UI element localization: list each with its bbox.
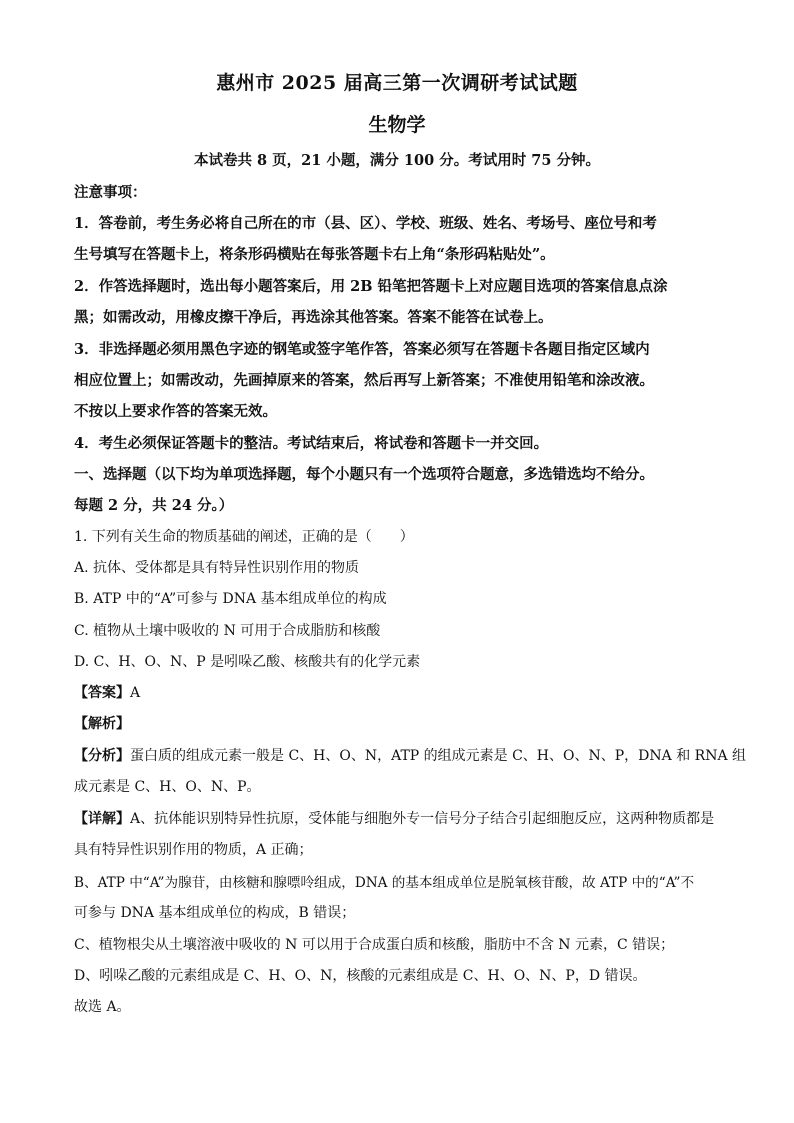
xiangjie-line: B、ATP 中“A”为腺苷，由核糖和腺嘌呤组成，DNA 的基本组成单位是脱氧核苷酸，故 ATP 中的“A”不 — [74, 875, 695, 891]
xiangjie-line: 可参与 DNA 基本组成单位的构成，B 错误； — [74, 905, 356, 921]
note-line: 生号填写在答题卡上，将条形码横贴在每张答题卡右上角“条形码粘贴处”。 — [74, 246, 555, 263]
note-line: 黑；如需改动，用橡皮擦干净后，再选涂其他答案。答案不能答在试卷上。 — [74, 309, 553, 326]
xiangjie-line: C、植物根尖从土壤溶液中吸收的 N 可以用于合成蛋白质和核酸，脂肪中不含 N 元素，C 错误； — [74, 937, 675, 953]
subject-title: 生物学 — [368, 114, 426, 136]
question-stem: 1. 下列有关生命的物质基础的阐述，正确的是（ ） — [74, 529, 414, 545]
note-line: 4．考生必须保证答题卡的整洁。考试结束后，将试卷和答题卡一并交回。 — [74, 435, 549, 452]
option-b: B. ATP 中的“A”可参与 DNA 基本组成单位的构成 — [74, 591, 387, 607]
note-line: 相应位置上；如需改动，先画掉原来的答案，然后再写上新答案；不准使用铅笔和涂改液。 — [74, 372, 654, 389]
answer-label: 【答案】 — [74, 685, 130, 701]
option-a: A. 抗体、受体都是具有特异性识别作用的物质 — [74, 560, 360, 576]
note-line: 2．作答选择题时，选出每小题答案后，用 2B 铅笔把答题卡上对应题目选项的答案信息点涂 — [74, 278, 668, 295]
xiangjie-line — [74, 808, 724, 828]
fenxi-line-cont: 成元素是 C、H、O、N、P。 — [74, 779, 261, 795]
xiangjie-text: A、抗体能识别特异性抗原，受体能与细胞外专一信号分子结合引起细胞反应，这两种物质都是 — [130, 811, 715, 827]
page-title: 惠州市 2025 届高三第一次调研考试试题 — [216, 72, 578, 94]
section-heading-cont: 每题 2 分，共 24 分。） — [74, 497, 234, 514]
fenxi-text: 蛋白质的组成元素一般是 C、H、O、N，ATP 的组成元素是 C、H、O、N、P，DNA 和 RNA 组 — [130, 748, 747, 764]
answer-line — [74, 682, 724, 702]
notes-heading: 注意事项： — [74, 184, 147, 201]
note-line: 1．答卷前，考生务必将自己所在的市（县、区）、学校、班级、姓名、考场号、座位号和考 — [74, 215, 657, 232]
answer-value: A — [130, 685, 141, 701]
xiangjie-line: 具有特异性识别作用的物质，A 正确； — [74, 842, 313, 858]
option-c: C. 植物从土壤中吸收的 N 可用于合成脂肪和核酸 — [74, 623, 381, 639]
option-d: D. C、H、O、N、P 是吲哚乙酸、核酸共有的化学元素 — [74, 654, 421, 670]
exam-info: 本试卷共 8 页，21 小题，满分 100 分。考试用时 75 分钟。 — [193, 152, 601, 169]
xiangjie-line: D、吲哚乙酸的元素组成是 C、H、O、N，核酸的元素组成是 C、H、O、N、P，D 错误。 — [74, 968, 647, 984]
xiangjie-label: 【详解】 — [74, 811, 130, 827]
analysis-label: 【解析】 — [74, 716, 130, 732]
fenxi-label: 【分析】 — [74, 748, 130, 764]
fenxi-line — [74, 745, 747, 765]
note-line: 不按以上要求作答的答案无效。 — [74, 403, 277, 420]
section-heading: 一、选择题（以下均为单项选择题，每个小题只有一个选项符合题意，多选错选均不给分。 — [74, 466, 654, 483]
note-line: 3．非选择题必须用黑色字迹的钢笔或签字笔作答，答案必须写在答题卡各题目指定区域内 — [74, 341, 650, 358]
conclusion-line: 故选 A。 — [74, 999, 131, 1015]
